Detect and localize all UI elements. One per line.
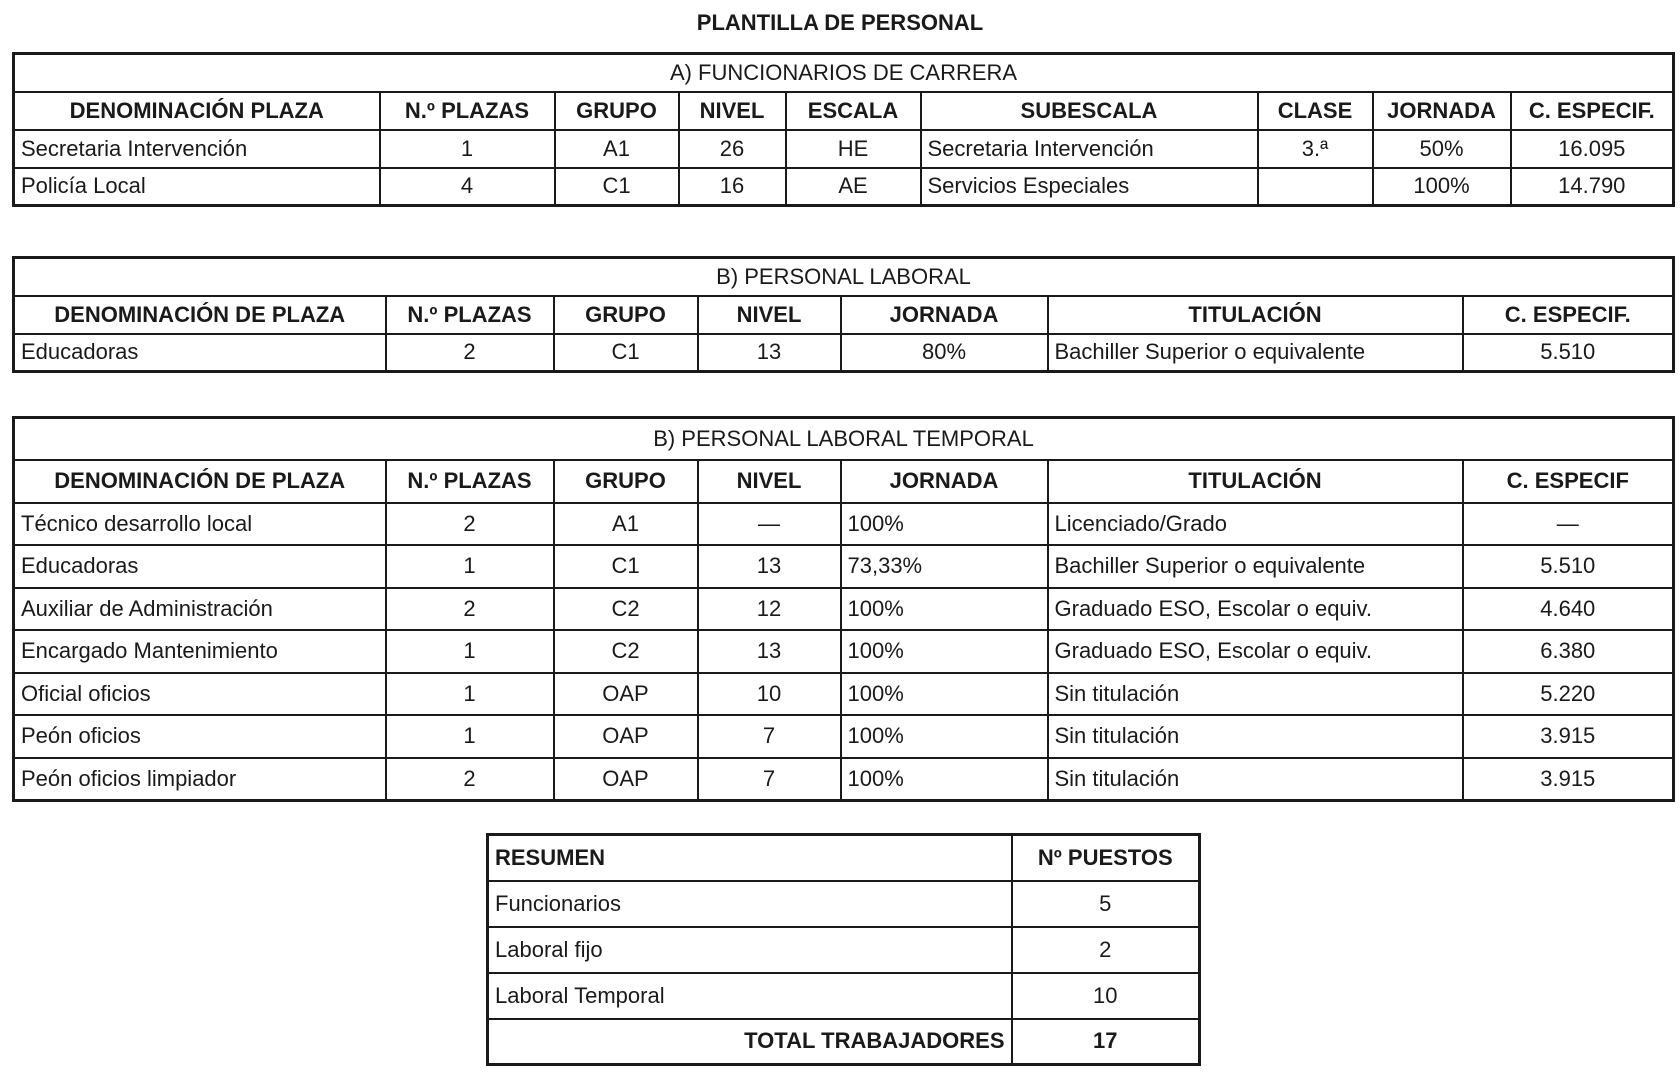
table-row <box>14 545 1674 588</box>
column-header: C. ESPECIF. <box>1463 296 1674 334</box>
table-row <box>488 927 1200 973</box>
table-cell: Servicios Especiales <box>921 168 1258 206</box>
column-header: JORNADA <box>841 460 1048 503</box>
table-cell: Técnico desarrollo local <box>14 503 386 546</box>
table-cell: 1 <box>386 715 554 758</box>
column-header: NIVEL <box>698 296 841 334</box>
table-cell: C2 <box>554 588 698 631</box>
column-header: N.º PLAZAS <box>386 460 554 503</box>
table-cell: A1 <box>554 503 698 546</box>
column-header: C. ESPECIF <box>1463 460 1674 503</box>
table-cell: 13 <box>698 334 841 372</box>
table-cell: Peón oficios limpiador <box>14 758 386 801</box>
laboral-table <box>12 256 1675 373</box>
table-cell: Bachiller Superior o equivalente <box>1048 334 1463 372</box>
column-header: RESUMEN <box>488 835 1012 881</box>
column-header: DENOMINACIÓN DE PLAZA <box>14 296 386 334</box>
column-header: GRUPO <box>554 296 698 334</box>
table-cell: OAP <box>554 758 698 801</box>
table-cell: Licenciado/Grado <box>1048 503 1463 546</box>
table-cell: 7 <box>698 758 841 801</box>
table-cell: Oficial oficios <box>14 673 386 716</box>
table-cell: Sin titulación <box>1048 673 1463 716</box>
column-header: CLASE <box>1258 92 1373 130</box>
table-cell: Policía Local <box>14 168 380 206</box>
table-cell: C2 <box>554 630 698 673</box>
section-title-row <box>14 258 1674 296</box>
table-cell: Secretaria Intervención <box>14 130 380 168</box>
table-cell: 100% <box>841 503 1048 546</box>
table-cell: 50% <box>1373 130 1511 168</box>
table-cell: 4 <box>380 168 555 206</box>
table-cell: 10 <box>698 673 841 716</box>
table-row <box>14 630 1674 673</box>
section-title-row <box>14 54 1674 92</box>
table-row <box>488 881 1200 927</box>
column-header: DENOMINACIÓN PLAZA <box>14 92 380 130</box>
table-cell: Funcionarios <box>488 881 1012 927</box>
table-row <box>14 334 1674 372</box>
table-row <box>14 130 1674 168</box>
table-cell: — <box>698 503 841 546</box>
table-row <box>14 168 1674 206</box>
column-header: JORNADA <box>841 296 1048 334</box>
table-cell: 16.095 <box>1511 130 1674 168</box>
table-cell: Graduado ESO, Escolar o equiv. <box>1048 630 1463 673</box>
table-cell: Educadoras <box>14 334 386 372</box>
page-title: PLANTILLA DE PERSONAL <box>696 10 984 35</box>
table-cell: 2 <box>386 588 554 631</box>
column-header: JORNADA <box>1373 92 1511 130</box>
table-cell: Auxiliar de Administración <box>14 588 386 631</box>
table-row <box>14 758 1674 801</box>
table-cell: OAP <box>554 673 698 716</box>
table-cell: Peón oficios <box>14 715 386 758</box>
table-cell: C1 <box>555 168 679 206</box>
table-cell: C1 <box>554 334 698 372</box>
laboral-temporal-table <box>12 416 1675 802</box>
table-cell: Graduado ESO, Escolar o equiv. <box>1048 588 1463 631</box>
table-cell: 13 <box>698 630 841 673</box>
table-cell: 5.510 <box>1463 334 1674 372</box>
table-cell: 80% <box>841 334 1048 372</box>
table-cell: Sin titulación <box>1048 715 1463 758</box>
total-value: 17 <box>1012 1019 1200 1065</box>
table-cell: Bachiller Superior o equivalente <box>1048 545 1463 588</box>
table-cell: — <box>1463 503 1674 546</box>
column-header: C. ESPECIF. <box>1511 92 1674 130</box>
table-cell: 6.380 <box>1463 630 1674 673</box>
section-title: A) FUNCIONARIOS DE CARRERA <box>14 54 1674 92</box>
column-header: SUBESCALA <box>921 92 1258 130</box>
table-cell: Encargado Mantenimiento <box>14 630 386 673</box>
column-header: NIVEL <box>679 92 786 130</box>
table-row <box>14 673 1674 716</box>
table-cell: 3.ª <box>1258 130 1373 168</box>
table-cell: 2 <box>1012 927 1200 973</box>
funcionarios-table <box>12 52 1675 207</box>
section-title: B) PERSONAL LABORAL TEMPORAL <box>14 418 1674 461</box>
table-row <box>14 503 1674 546</box>
resumen-table <box>486 833 1201 1066</box>
table-cell: 4.640 <box>1463 588 1674 631</box>
table-cell: C1 <box>554 545 698 588</box>
column-header: TITULACIÓN <box>1048 460 1463 503</box>
column-header: TITULACIÓN <box>1048 296 1463 334</box>
column-header: GRUPO <box>555 92 679 130</box>
header-row <box>14 296 1674 334</box>
section-title-row <box>14 418 1674 461</box>
column-header: Nº PUESTOS <box>1012 835 1200 881</box>
table-cell: 3.915 <box>1463 758 1674 801</box>
table-cell: 1 <box>386 545 554 588</box>
total-label: TOTAL TRABAJADORES <box>488 1019 1012 1065</box>
table-cell: 2 <box>386 334 554 372</box>
table-row <box>14 715 1674 758</box>
table-cell: AE <box>786 168 921 206</box>
table-cell: 12 <box>698 588 841 631</box>
column-header: DENOMINACIÓN DE PLAZA <box>14 460 386 503</box>
table-cell: 16 <box>679 168 786 206</box>
table-row <box>488 973 1200 1019</box>
header-row <box>488 835 1200 881</box>
table-cell: 100% <box>841 673 1048 716</box>
column-header: GRUPO <box>554 460 698 503</box>
header-row <box>14 92 1674 130</box>
table-cell: Laboral Temporal <box>488 973 1012 1019</box>
table-cell: 1 <box>386 630 554 673</box>
table-cell: Laboral fijo <box>488 927 1012 973</box>
table-cell: 100% <box>841 630 1048 673</box>
column-header: N.º PLAZAS <box>386 296 554 334</box>
table-cell: 7 <box>698 715 841 758</box>
table-cell: 3.915 <box>1463 715 1674 758</box>
table-cell: 100% <box>841 588 1048 631</box>
table-cell <box>1258 168 1373 206</box>
table-cell: 26 <box>679 130 786 168</box>
table-cell: Educadoras <box>14 545 386 588</box>
table-cell: Sin titulación <box>1048 758 1463 801</box>
section-title: B) PERSONAL LABORAL <box>14 258 1674 296</box>
table-cell: 2 <box>386 758 554 801</box>
table-cell: HE <box>786 130 921 168</box>
table-cell: 10 <box>1012 973 1200 1019</box>
table-cell: 100% <box>1373 168 1511 206</box>
table-cell: 13 <box>698 545 841 588</box>
total-row <box>488 1019 1200 1065</box>
table-cell: OAP <box>554 715 698 758</box>
table-cell: 100% <box>841 758 1048 801</box>
table-cell: Secretaria Intervención <box>921 130 1258 168</box>
table-cell: 1 <box>386 673 554 716</box>
table-cell: A1 <box>555 130 679 168</box>
table-cell: 2 <box>386 503 554 546</box>
header-row <box>14 460 1674 503</box>
table-cell: 1 <box>380 130 555 168</box>
table-cell: 14.790 <box>1511 168 1674 206</box>
column-header: N.º PLAZAS <box>380 92 555 130</box>
table-cell: 73,33% <box>841 545 1048 588</box>
column-header: ESCALA <box>786 92 921 130</box>
column-header: NIVEL <box>698 460 841 503</box>
table-row <box>14 588 1674 631</box>
table-cell: 100% <box>841 715 1048 758</box>
table-cell: 5.510 <box>1463 545 1674 588</box>
table-cell: 5.220 <box>1463 673 1674 716</box>
table-cell: 5 <box>1012 881 1200 927</box>
